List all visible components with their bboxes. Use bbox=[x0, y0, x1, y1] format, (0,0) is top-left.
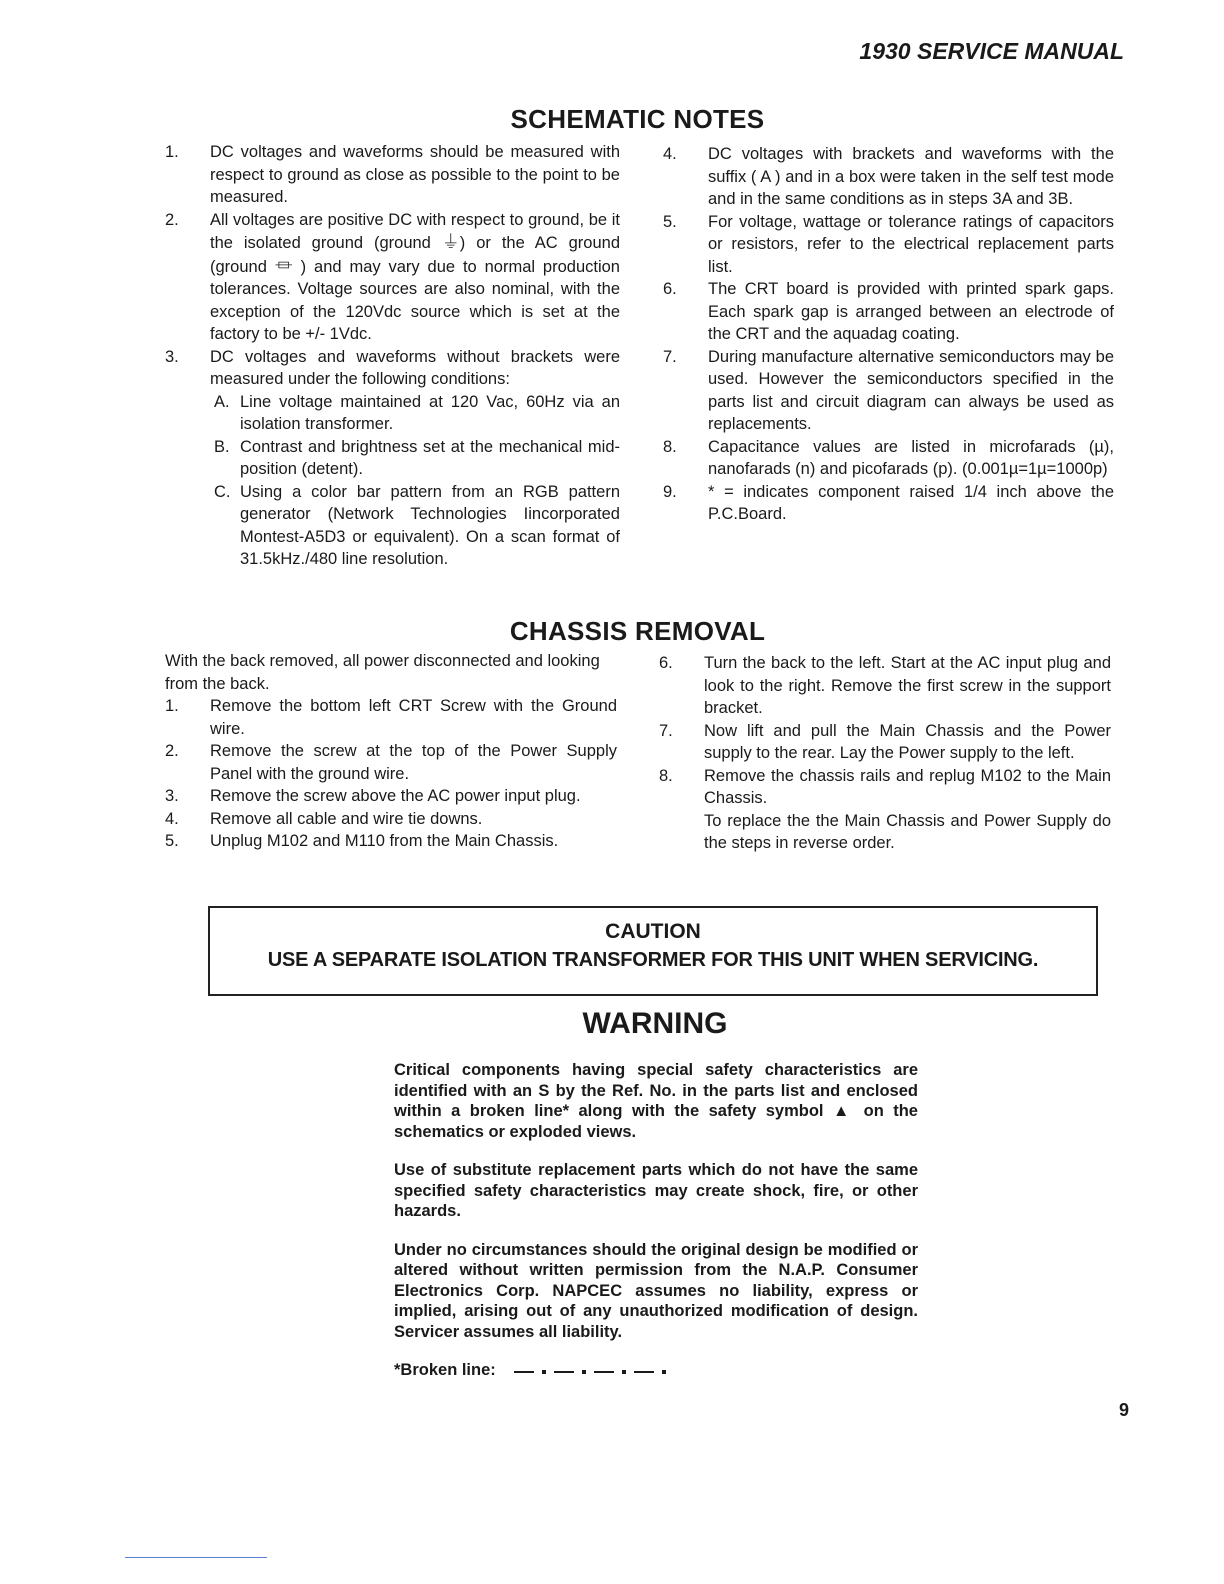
sub-item-b bbox=[210, 436, 620, 481]
step-number: 1. bbox=[165, 697, 179, 715]
step-text: Remove the bottom left CRT Screw with the Ground wire. bbox=[210, 697, 617, 738]
sub-item-c bbox=[210, 481, 620, 571]
step-1 bbox=[165, 695, 617, 740]
caution-text: USE A SEPARATE ISOLATION TRANSFORMER FOR THIS UNIT WHEN SERVICING. bbox=[267, 949, 1039, 971]
step-5 bbox=[165, 830, 617, 853]
step-text: Now lift and pull the Main Chassis and the Power supply to the rear. Lay the Power supply to the left. bbox=[704, 721, 1111, 762]
note-5 bbox=[663, 211, 1114, 279]
note-text bbox=[210, 209, 620, 346]
note-number: 4. bbox=[663, 145, 677, 163]
step-text: Remove all cable and wire tie downs. bbox=[210, 809, 483, 828]
step-number: 8. bbox=[659, 766, 673, 785]
step-4 bbox=[165, 808, 617, 831]
chassis-removal-right bbox=[659, 652, 1111, 855]
note-text: For voltage, wattage or tolerance ratings of capacitors or resistors, refer to the electrical replacement parts list. bbox=[708, 212, 1114, 276]
note-text-part: ) or the AC ground (ground bbox=[210, 234, 621, 276]
broken-line-sample bbox=[510, 1361, 670, 1379]
step-text: Remove the screw at the top of the Power Supply Panel with the ground wire. bbox=[210, 742, 617, 783]
note-text: During manufacture alternative semiconductors may be used. However the semiconductors specified in the parts list and circuit diagram can always be used as replacements. bbox=[708, 347, 1114, 433]
divider bbox=[125, 1557, 267, 1558]
note-number: 7. bbox=[663, 347, 677, 366]
warning-body bbox=[394, 1060, 918, 1381]
page-header: 1930 SERVICE MANUAL bbox=[859, 38, 1124, 64]
warning-title: WARNING bbox=[582, 1007, 728, 1040]
step-number: 6. bbox=[659, 654, 673, 672]
note-number: 2. bbox=[165, 210, 179, 229]
note-number: 6. bbox=[663, 280, 677, 298]
sub-item-a bbox=[210, 391, 620, 436]
step-6 bbox=[659, 652, 1111, 720]
step-2 bbox=[165, 740, 617, 785]
note-text: DC voltages and waveforms should be measured with respect to ground as close as possible to the point to be measured. bbox=[210, 143, 620, 206]
step-number: 4. bbox=[165, 809, 179, 828]
sub-letter: C. bbox=[214, 482, 231, 501]
sub-text: Using a color bar pattern from an RGB pattern generator (Network Technologies Iincorporated Montest-A5D3 or equivalent). On a scan format of 31.5kHz./480 line resolution. bbox=[240, 482, 620, 568]
sub-letter: B. bbox=[214, 437, 230, 456]
note-number: 8. bbox=[663, 437, 677, 456]
safety-triangle-icon: ▲ bbox=[832, 1102, 855, 1120]
step-number bbox=[659, 810, 704, 855]
note-intro: DC voltages and waveforms without brackets were measured under the following conditions: bbox=[210, 347, 620, 388]
step-number: 5. bbox=[165, 832, 179, 850]
ac-ground-icon: ⏛ bbox=[274, 255, 293, 276]
note-number: 9. bbox=[663, 482, 677, 501]
schematic-notes-right bbox=[663, 143, 1114, 526]
warning-paragraph-2: Use of substitute replacement parts which do not have the same specified safety characteristics may create shock, fire, or other hazards. bbox=[394, 1161, 918, 1220]
chassis-removal-title: CHASSIS REMOVAL bbox=[509, 616, 766, 646]
warning-text: on the schematics or exploded views. bbox=[394, 1102, 918, 1141]
note-4 bbox=[663, 143, 1114, 211]
chassis-removal-left bbox=[165, 650, 617, 853]
sub-text: Line voltage maintained at 120 Vac, 60Hz via an isolation transformer. bbox=[240, 392, 620, 433]
page-number: 9 bbox=[1118, 1400, 1129, 1420]
step-number: 2. bbox=[165, 742, 179, 760]
note-8 bbox=[663, 436, 1114, 481]
step-number: 7. bbox=[659, 721, 673, 740]
warning-paragraph-3: Under no circumstances should the original design be modified or altered without written permission from the N.A.P. Consumer Electronics Corp. NAPCEC assumes no liability, express or implied, arising out of any unauthorized modification of design. Servicer assumes all liability. bbox=[394, 1240, 918, 1341]
note-number: 3. bbox=[165, 347, 179, 366]
step-7 bbox=[659, 720, 1111, 765]
broken-line-label: *Broken line: bbox=[394, 1361, 496, 1379]
step-number: 3. bbox=[165, 787, 179, 805]
schematic-notes-title: SCHEMATIC NOTES bbox=[510, 104, 765, 134]
note-6 bbox=[663, 278, 1114, 346]
sub-letter: A. bbox=[214, 392, 230, 411]
note-text-part: All voltages are positive DC with respect to ground, be it the isolated ground (ground bbox=[210, 210, 620, 252]
note-number: 1. bbox=[165, 143, 179, 161]
chassis-intro: With the back removed, all power disconnected and looking from the back. bbox=[165, 652, 600, 693]
note-text: * = indicates component raised 1/4 inch above the P.C.Board. bbox=[708, 482, 1114, 523]
note-3 bbox=[165, 346, 620, 571]
step-text: Unplug M102 and M110 from the Main Chassis. bbox=[210, 832, 559, 850]
caution-box bbox=[208, 906, 1098, 996]
step-text: To replace the the Main Chassis and Power Supply do the steps in reverse order. bbox=[704, 811, 1111, 852]
schematic-notes-left bbox=[165, 141, 620, 571]
note-number: 5. bbox=[663, 212, 677, 231]
note-text: DC voltages with brackets and waveforms with the suffix ( A ) and in a box were taken in the self test mode and in the same conditions as in steps 3A and 3B. bbox=[708, 145, 1114, 208]
note-text bbox=[210, 346, 620, 571]
note-text: The CRT board is provided with printed spark gaps. Each spark gap is arranged between an electrode of the CRT and the aquadag coating. bbox=[708, 280, 1114, 343]
step-text: Turn the back to the left. Start at the AC input plug and look to the right. Remove the first screw in the support bracket. bbox=[704, 654, 1111, 717]
step-8 bbox=[659, 765, 1111, 810]
replace-note bbox=[659, 810, 1111, 855]
warning-text: Critical components having special safety characteristics are identified with an S by the Ref. No. in the parts list and enclosed within a broken line* along with the safety symbol bbox=[394, 1061, 918, 1120]
broken-line-legend bbox=[394, 1360, 918, 1381]
step-3 bbox=[165, 785, 617, 808]
note-9 bbox=[663, 481, 1114, 526]
note-7 bbox=[663, 346, 1114, 436]
note-1 bbox=[165, 141, 620, 209]
sub-text: Contrast and brightness set at the mechanical mid-position (detent). bbox=[240, 437, 620, 478]
note-2 bbox=[165, 209, 620, 346]
caution-title: CAUTION bbox=[605, 920, 701, 943]
step-text: Remove the chassis rails and replug M102 to the Main Chassis. bbox=[704, 766, 1111, 807]
note-text-part: ) and may vary due to normal production tolerances. Voltage sources are also nominal, with the exception of the 120Vdc source which is set at the factory to be +/- 1Vdc. bbox=[210, 257, 620, 343]
step-text: Remove the screw above the AC power input plug. bbox=[210, 787, 581, 805]
warning-paragraph-1 bbox=[394, 1060, 918, 1142]
isolated-ground-icon: ⏚ bbox=[441, 232, 460, 252]
note-text: Capacitance values are listed in microfarads (µ), nanofarads (n) and picofarads (p). (0.001µ=1µ=1000p) bbox=[708, 437, 1114, 478]
